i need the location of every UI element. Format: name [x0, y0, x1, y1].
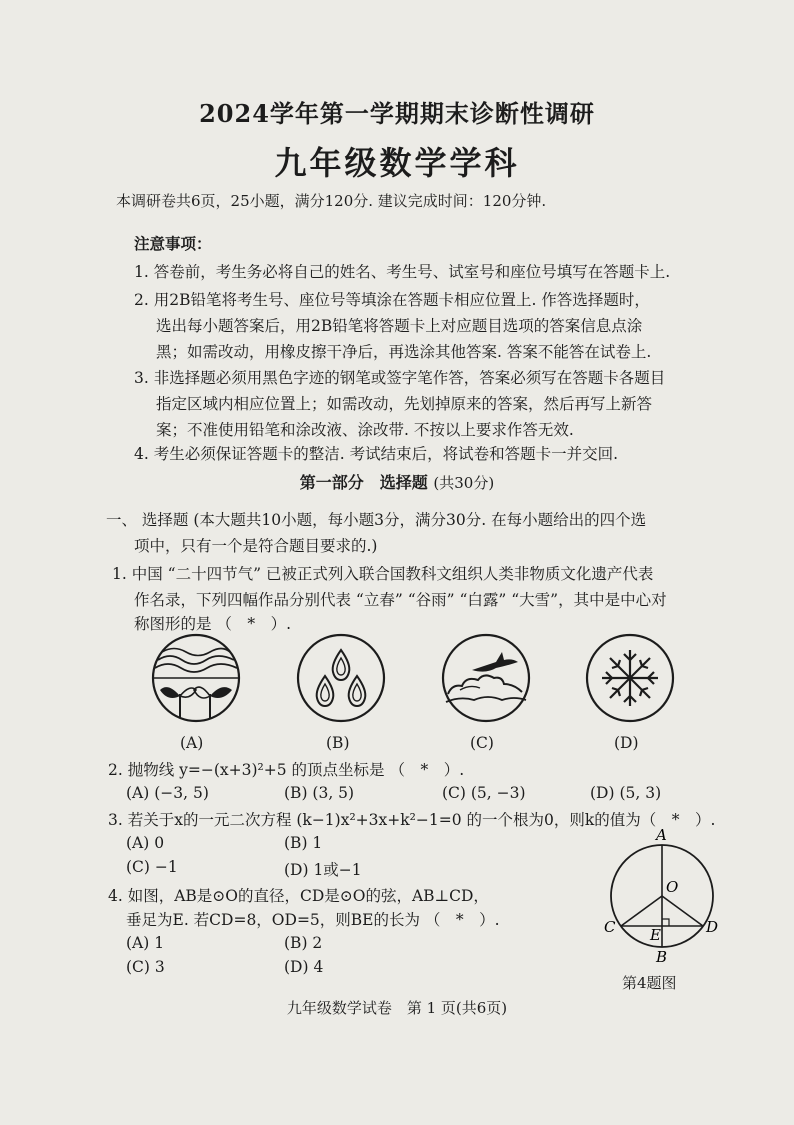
q4-option-c: (C) 3 — [126, 958, 165, 976]
question-4-line: 4. 如图，AB是⊙O的直径，CD是⊙O的弦，AB⊥CD， — [108, 887, 489, 905]
point-c-label: C — [604, 918, 616, 936]
point-e-label: E — [650, 926, 661, 944]
question-3-stem: 3. 若关于x的一元二次方程 (k−1)x²+3x+k²−1=0 的一个根为0，则k的值为（ * ）. — [108, 811, 716, 829]
question-1-line: 1. 中国 “二十四节气” 已被正式列入联合国教科文组织人类非物质文化遗产代表 — [112, 565, 654, 583]
question-4-line: 垂足为E. 若CD=8，OD=5，则BE的长为 （ * ）. — [126, 911, 500, 929]
figure-label-a: (A) — [180, 734, 204, 752]
part-intro: 一、 选择题 (本大题共10小题，每小题3分，满分30分. 在每小题给出的四个选 — [106, 511, 647, 529]
section-title: 第一部分 选择题 — [299, 473, 428, 492]
question-2-stem: 2. 抛物线 y=−(x+3)²+5 的顶点坐标是 （ * ）. — [108, 761, 465, 779]
figure-4-caption: 第4题图 — [622, 974, 677, 992]
figure-label-b: (B) — [326, 734, 350, 752]
point-a-label: A — [656, 826, 667, 844]
point-o-label: O — [666, 878, 679, 896]
q3-option-d: (D) 1或−1 — [284, 861, 362, 879]
q2-option-c: (C) (5, −3) — [442, 784, 526, 802]
snowflake-icon — [584, 632, 676, 724]
sprout-icon — [150, 632, 242, 724]
q3-option-c: (C) −1 — [126, 858, 178, 876]
bird-cloud-icon — [440, 632, 532, 724]
exam-title: 2024学年第一学期期末诊断性调研 — [199, 99, 595, 128]
point-d-label: D — [706, 918, 719, 936]
q4-option-d: (D) 4 — [284, 958, 324, 976]
q3-option-a: (A) 0 — [126, 834, 165, 852]
question-1-line: 称图形的是 （ * ）. — [134, 615, 292, 633]
figure-label-d: (D) — [614, 734, 639, 752]
section-score: (共30分) — [433, 474, 495, 492]
notice-line: 4. 考生必须保证答题卡的整洁. 考试结束后，将试卷和答题卡一并交回. — [134, 445, 618, 463]
section-heading — [0, 470, 794, 493]
notice-line: 选出每小题答案后，用2B铅笔将答题卡上对应题目选项的答案信息点涂 — [156, 317, 643, 335]
notice-line: 指定区域内相应位置上；如需改动，先划掉原来的答案，然后再写上新答 — [156, 395, 653, 413]
circle-diagram — [598, 824, 730, 966]
part-intro: 项中，只有一个是符合题目要求的.) — [134, 537, 378, 555]
raindrops-icon — [295, 632, 387, 724]
q4-option-b: (B) 2 — [284, 934, 323, 952]
page-footer: 九年级数学试卷 第 1 页(共6页) — [286, 999, 508, 1017]
q4-option-a: (A) 1 — [126, 934, 165, 952]
point-b-label: B — [656, 948, 668, 966]
notice-line: 1. 答卷前，考生务必将自己的姓名、考生号、试室号和座位号填写在答题卡上. — [134, 263, 671, 281]
notice-line: 3. 非选择题必须用黑色字迹的钢笔或签字笔作答，答案必须写在答题卡各题目 — [134, 369, 666, 387]
figure-label-c: (C) — [470, 734, 494, 752]
exam-intro: 本调研卷共6页，25小题，满分120分. 建议完成时间：120分钟. — [116, 192, 547, 210]
question-1-line: 作名录，下列四幅作品分别代表 “立春” “谷雨” “白露” “大雪”，其中是中心对 — [134, 591, 667, 609]
notice-heading: 注意事项： — [134, 234, 212, 253]
notice-line: 案；不准使用铅笔和涂改液、涂改带. 不按以上要求作答无效. — [156, 421, 574, 439]
notice-line: 黑；如需改动，用橡皮擦干净后，再选涂其他答案. 答案不能答在试卷上. — [156, 343, 652, 361]
exam-subject: 九年级数学学科 — [274, 144, 520, 182]
q2-option-d: (D) (5, 3) — [590, 784, 662, 802]
q3-option-b: (B) 1 — [284, 834, 323, 852]
q2-option-a: (A) (−3, 5) — [126, 784, 209, 802]
q2-option-b: (B) (3, 5) — [284, 784, 355, 802]
notice-line: 2. 用2B铅笔将考生号、座位号等填涂在答题卡相应位置上. 作答选择题时， — [134, 291, 650, 309]
